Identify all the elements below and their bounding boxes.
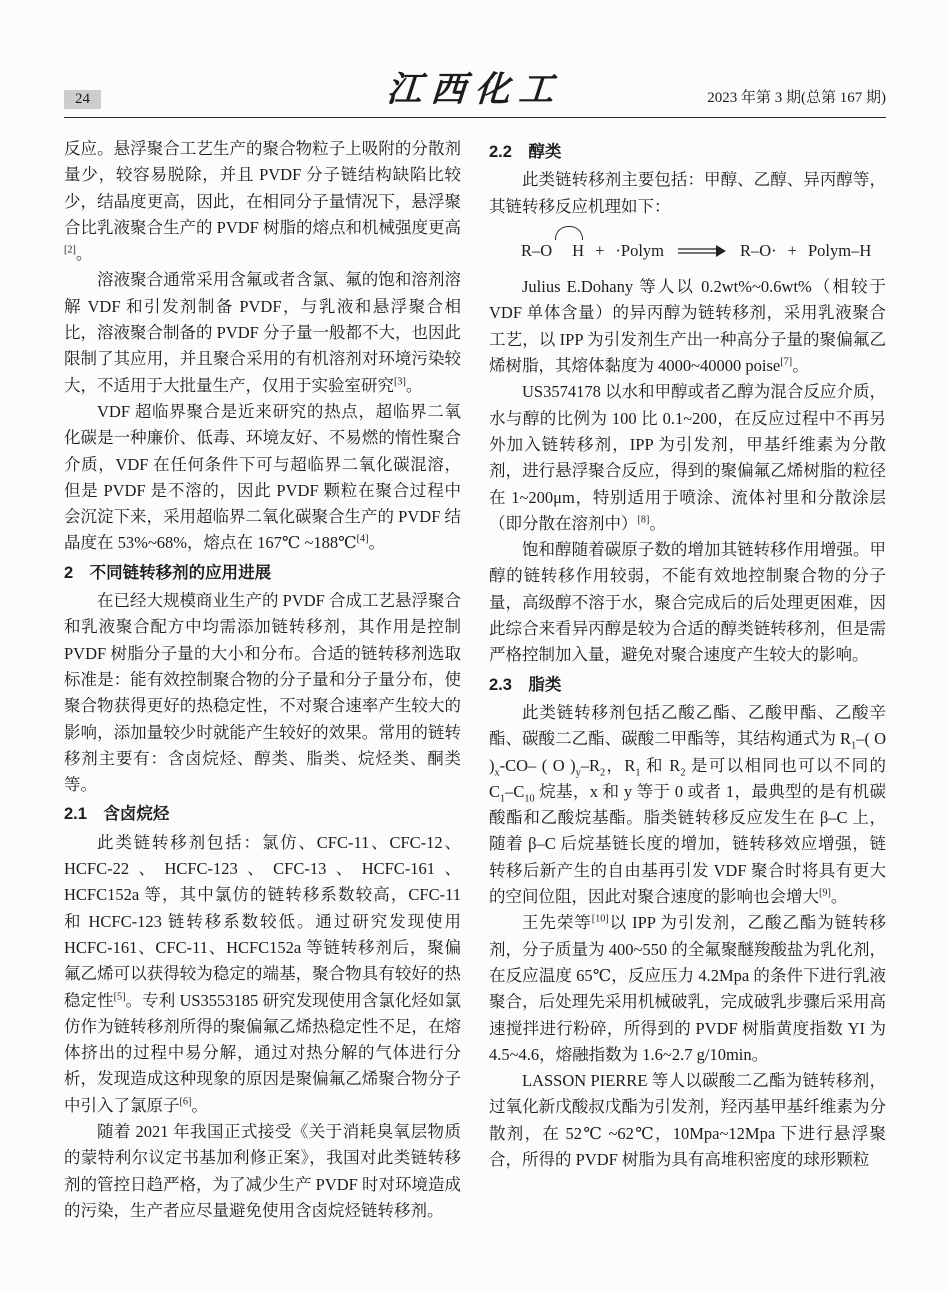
paragraph: 王先荣等[10]以 IPP 为引发剂，乙酸乙酯为链转移剂，分子质量为 400~550 的全氟聚醚羧酸盐为乳化剂，在反应温度 65℃，反应压力 4.2Mpa 的条件下进行乳液聚合，后处理先采用机械破乳，完成破乳步骤后采用高速搅拌进行粉碎，所得到的 PVDF 树脂黄度指数 YI 为 4.5~4.6，熔融指数为 1.6~2.7 g/10min。 (489, 913, 886, 1064)
paragraph: Julius E.Dohany 等人以 0.2wt%~0.6wt%（相较于 VDF 单体含量）的异丙醇为链转移剂，采用乳液聚合工艺，以 IPP 为引发剂生产出一种高分子量的聚偏氟乙烯树脂，其熔体黏度为 4000~40000 poise[7]。 (489, 277, 886, 376)
section-heading: 2.3 脂类 (489, 675, 562, 694)
citation-ref: [7] (780, 356, 793, 368)
formula-reactant: R–O (521, 240, 553, 260)
section-heading: 2 不同链转移剂的应用进展 (64, 563, 272, 582)
citation-ref: [5] (113, 991, 126, 1002)
paragraph: US3574178 以水和甲醇或者乙醇为混合反应介质，水与醇的比例为 100 比 0.1~200，在反应过程中不再另外加入链转移剂，IPP 为引发剂，甲基纤维素为分散剂，进行悬浮聚合反应，得到的聚偏氟乙烯树脂的粒径在 1~200μm，特别适用于喷涂、流体衬里和分散涂层（即分散在溶剂中）[8]。 (489, 382, 886, 533)
citation-ref: [3] (394, 376, 406, 388)
header-divider (64, 117, 886, 118)
chem-subscript: y (575, 766, 581, 778)
reaction-equation (489, 220, 886, 274)
chem-subscript: 2 (600, 766, 606, 778)
journal-title: 江西化工 (385, 70, 565, 109)
formula-product: Polym–H (807, 240, 872, 260)
paragraph: 此类链转移剂包括乙酸乙酯、乙酸甲酯、乙酸辛酯、碳酸二乙酯、碳酸二甲酯等，其结构通式为 $R_1-$( O )$_x-CO-$ ( O )$_y-R_2$，$R_1$ 和 $R_2$ 是可以相同也可以不同的 $C_1-C_{10}$ 烷基，x 和 y 等于 0 或者 1，最典型的是有机碳酸酯和乙酸烷基酯。脂类链转移反应发生在 β–C 上，随着 β–C 后烷基链长度的增加，链转移效应增强，链转移后新产生的自由基再引发 VDF 聚合时将具有更大的空间位阻，因此对聚合速度的影响也会增大[9]。 (489, 702, 886, 907)
paragraph: LASSON PIERRE 等人以碳酸二乙酯为链转移剂，过氧化新戊酸叔戊酯为引发剂，羟丙基甲基纤维素为分散剂，在 52℃ ~62℃，10Mpa~12Mpa 下进行悬浮聚合，所得的 PVDF 树脂为具有高堆积密度的球形颗粒 (489, 1071, 886, 1169)
paragraph: 在已经大规模商业生产的 PVDF 合成工艺悬浮聚合和乳液聚合配方中均需添加链转移剂，其作用是控制 PVDF 树脂分子量的大小和分布。合适的链转移剂选取标准是：能有效控制聚合物的分子量和分子量分布，使聚合物获得更好的热稳定性，不对聚合速率产生较大的影响，添加量较少时就能产生较好的效果。常用的链转移剂主要有：含卤烷烃、醇类、脂类、烷烃类、酮类等。 (64, 591, 461, 795)
citation-ref: [10] (591, 913, 609, 925)
chem-subscript: 1 (500, 793, 506, 805)
chem-subscript: x (494, 766, 500, 778)
paragraph: 溶液聚合通常采用含氟或者含氯、氟的饱和溶剂溶解 VDF 和引发剂制备 PVDF，与乳液和悬浮聚合相比，溶液聚合制备的 PVDF 分子量一般都不大，也因此限制了其应用，并且聚合采用的有机溶剂对环境污染较大，不适用于大批量生产，仅用于实验室研究[3]。 (64, 270, 461, 395)
page-content (64, 136, 886, 1290)
right-column (489, 136, 886, 1290)
formula-plus-sign: + (787, 240, 797, 260)
section-heading: 2.2 醇类 (489, 143, 562, 161)
paragraph: 反应。悬浮聚合工艺生产的聚合物粒子上吸附的分散剂量少，较容易脱除，并且 PVDF 分子链结构缺陷比较少，结晶度更高，因此，在相同分子量情况下，悬浮聚合比乳液聚合生产的 PVDF 树脂的熔点和机械强度更高[2]。 (64, 139, 461, 264)
issue-info: 2023 年第 3 期(总第 167 期) (707, 90, 887, 106)
citation-ref: [8] (637, 514, 650, 526)
reaction-arrow-icon (675, 244, 729, 258)
paragraph: 随着 2021 年我国正式接受《关于消耗臭氧层物质的蒙特利尔议定书基加利修正案》，我国对此类链转移剂的管控日趋严格，为了减少生产 PVDF 时对环境造成的污染，生产者应尽量避免使用含卤烷烃链转移剂。 (64, 1121, 461, 1220)
formula-radical: ·Polym (615, 240, 664, 260)
header-center (387, 62, 563, 112)
header-right (563, 86, 886, 112)
paragraph: 此类链转移剂主要包括：甲醇、乙醇、异丙醇等，其链转移反应机理如下： (489, 170, 886, 216)
page-header (64, 66, 886, 112)
chem-subscript: 10 (524, 793, 535, 805)
paragraph: 此类链转移剂包括：氯仿、CFC-11、CFC-12、HCFC-22、HCFC-123、CFC-13、HCFC-161、HCFC152a 等，其中氯仿的链转移系数较高，CFC-11 和 HCFC-123 链转移系数较低。通过研究发现使用 HCFC-161、CFC-11、HCFC152a 等链转移剂后，聚偏氟乙烯可以获得较为稳定的端基，聚合物具有较好的热稳定性[5]。专利 US3553185 研究发现使用含氯化烃如氯仿作为链转移剂所得的聚偏氟乙烯热稳定性不足，在熔体挤出的过程中易分解，通过对热分解的气体进行分析，发现造成这种现象的原因是聚偏氟乙烯聚合物分子中引入了氯原子[6]。 (64, 832, 462, 1115)
citation-ref: [2] (64, 244, 76, 256)
citation-ref: [4] (356, 533, 369, 545)
chem-subscript: 2 (680, 766, 686, 778)
citation-ref: [9] (819, 887, 831, 899)
chem-subscript: 1 (635, 766, 641, 778)
page-number: 24 (64, 90, 101, 109)
left-column (64, 136, 461, 1290)
chem-subscript: 1 (851, 740, 857, 752)
formula-reactant-h: H (572, 238, 584, 264)
formula-product-radical: R–O· (740, 240, 777, 260)
citation-ref: [6] (179, 1096, 192, 1108)
paragraph: 饱和醇随着碳原子数的增加其链转移作用增强。甲醇的链转移作用较弱，不能有效地控制聚合物的分子量，高级醇不溶于水，聚合完成后的后处理更困难，因此综合来看异丙醇是较为合适的醇类链转移剂，但是需严格控制加入量，避免对聚合速度产生较大的影响。 (489, 540, 886, 665)
section-heading: 2.1 含卤烷烃 (64, 805, 170, 824)
formula-plus-sign: + (595, 240, 605, 260)
header-left (64, 90, 387, 112)
paragraph: VDF 超临界聚合是近来研究的热点，超临界二氧化碳是一种廉价、低毒、环境友好、不易燃的惰性聚合介质，VDF 在任何条件下可与超临界二氧化碳混溶，但是 PVDF 是不溶的，因此 PVDF 颗粒在聚合过程中会沉淀下来，采用超临界二氧化碳聚合生产的 PVDF 结晶度在 53%~68%，熔点在 167℃ ~188℃[4]。 (64, 401, 461, 553)
